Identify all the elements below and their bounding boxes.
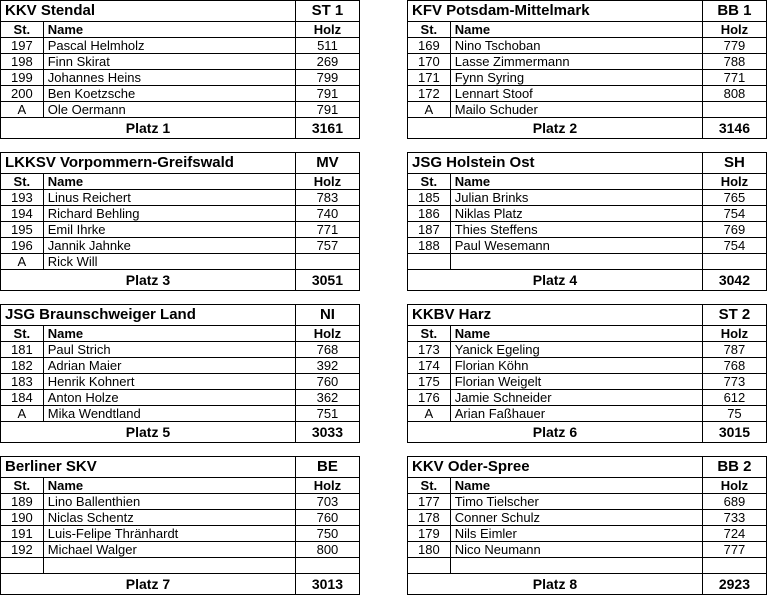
holz-score: 740 bbox=[295, 206, 359, 222]
table-row bbox=[408, 206, 767, 222]
start-number: 192 bbox=[1, 542, 44, 558]
holz-score: 751 bbox=[295, 406, 359, 422]
team-code: BB 2 bbox=[702, 457, 766, 478]
table-row bbox=[408, 494, 767, 510]
team-total: 3051 bbox=[295, 270, 359, 291]
col-header-name: Name bbox=[43, 22, 295, 38]
player-name: Jannik Jahnke bbox=[43, 238, 295, 254]
col-header-name: Name bbox=[450, 22, 702, 38]
start-number: 196 bbox=[1, 238, 44, 254]
player-name bbox=[450, 558, 702, 574]
team-total-row bbox=[1, 422, 360, 443]
start-number: 198 bbox=[1, 54, 44, 70]
team-code: ST 2 bbox=[702, 305, 766, 326]
team-place: Platz 8 bbox=[408, 574, 703, 595]
holz-score: 765 bbox=[702, 190, 766, 206]
team-total: 3033 bbox=[295, 422, 359, 443]
start-number bbox=[1, 558, 44, 574]
team-header-row bbox=[1, 305, 360, 326]
table-row bbox=[1, 70, 360, 86]
column-header-row bbox=[1, 22, 360, 38]
start-number: A bbox=[1, 406, 44, 422]
table-row bbox=[1, 54, 360, 70]
team-header-row bbox=[408, 1, 767, 22]
col-header-st: St. bbox=[408, 22, 451, 38]
column-header-row bbox=[408, 174, 767, 190]
player-name: Nils Eimler bbox=[450, 526, 702, 542]
start-number: 186 bbox=[408, 206, 451, 222]
player-name: Lennart Stoof bbox=[450, 86, 702, 102]
player-name: Florian Köhn bbox=[450, 358, 702, 374]
team-name: LKKSV Vorpommern-Greifswald bbox=[1, 153, 296, 174]
player-name: Emil Ihrke bbox=[43, 222, 295, 238]
player-name: Yanick Egeling bbox=[450, 342, 702, 358]
team-name: KKV Stendal bbox=[1, 1, 296, 22]
start-number: 181 bbox=[1, 342, 44, 358]
team-place: Platz 6 bbox=[408, 422, 703, 443]
table-row bbox=[1, 358, 360, 374]
table-row bbox=[408, 190, 767, 206]
holz-score: 777 bbox=[702, 542, 766, 558]
start-number: 187 bbox=[408, 222, 451, 238]
start-number: 195 bbox=[1, 222, 44, 238]
table-row bbox=[408, 358, 767, 374]
table-row bbox=[408, 54, 767, 70]
start-number: A bbox=[1, 102, 44, 118]
holz-score: 754 bbox=[702, 238, 766, 254]
column-header-row bbox=[1, 326, 360, 342]
team-total: 3013 bbox=[295, 574, 359, 595]
team-total-row bbox=[408, 118, 767, 139]
player-name: Niklas Platz bbox=[450, 206, 702, 222]
holz-score bbox=[295, 254, 359, 270]
start-number: 193 bbox=[1, 190, 44, 206]
holz-score: 791 bbox=[295, 86, 359, 102]
team-total: 3161 bbox=[295, 118, 359, 139]
team-table bbox=[407, 152, 767, 291]
table-row bbox=[408, 70, 767, 86]
start-number bbox=[408, 558, 451, 574]
start-number: 177 bbox=[408, 494, 451, 510]
table-row bbox=[1, 494, 360, 510]
start-number: 185 bbox=[408, 190, 451, 206]
table-row bbox=[1, 254, 360, 270]
holz-score: 768 bbox=[295, 342, 359, 358]
column-header-row bbox=[1, 478, 360, 494]
holz-score: 392 bbox=[295, 358, 359, 374]
holz-score: 779 bbox=[702, 38, 766, 54]
holz-score: 773 bbox=[702, 374, 766, 390]
start-number: 199 bbox=[1, 70, 44, 86]
table-row bbox=[1, 38, 360, 54]
table-row bbox=[1, 102, 360, 118]
player-name: Pascal Helmholz bbox=[43, 38, 295, 54]
table-row bbox=[1, 390, 360, 406]
col-header-holz: Holz bbox=[295, 478, 359, 494]
start-number: A bbox=[408, 102, 451, 118]
table-row bbox=[1, 206, 360, 222]
team-name: KKBV Harz bbox=[408, 305, 703, 326]
start-number: 175 bbox=[408, 374, 451, 390]
player-name: Richard Behling bbox=[43, 206, 295, 222]
holz-score: 799 bbox=[295, 70, 359, 86]
start-number: 188 bbox=[408, 238, 451, 254]
holz-score: 724 bbox=[702, 526, 766, 542]
player-name: Mailo Schuder bbox=[450, 102, 702, 118]
team-place: Platz 4 bbox=[408, 270, 703, 291]
player-name: Adrian Maier bbox=[43, 358, 295, 374]
col-header-name: Name bbox=[450, 174, 702, 190]
holz-score: 754 bbox=[702, 206, 766, 222]
team-table bbox=[407, 304, 767, 443]
team-header-row bbox=[1, 153, 360, 174]
results-table bbox=[0, 0, 360, 139]
col-header-st: St. bbox=[1, 326, 44, 342]
col-header-holz: Holz bbox=[702, 326, 766, 342]
team-name: KKV Oder-Spree bbox=[408, 457, 703, 478]
table-row bbox=[1, 526, 360, 542]
start-number: 191 bbox=[1, 526, 44, 542]
player-name: Paul Strich bbox=[43, 342, 295, 358]
start-number: A bbox=[408, 406, 451, 422]
table-row bbox=[408, 222, 767, 238]
player-name: Niclas Schentz bbox=[43, 510, 295, 526]
player-name: Nico Neumann bbox=[450, 542, 702, 558]
team-table bbox=[407, 0, 767, 139]
holz-score: 800 bbox=[295, 542, 359, 558]
table-row bbox=[1, 342, 360, 358]
player-name: Conner Schulz bbox=[450, 510, 702, 526]
holz-score: 771 bbox=[702, 70, 766, 86]
player-name: Henrik Kohnert bbox=[43, 374, 295, 390]
team-place: Platz 5 bbox=[1, 422, 296, 443]
holz-score: 750 bbox=[295, 526, 359, 542]
holz-score: 783 bbox=[295, 190, 359, 206]
holz-score: 788 bbox=[702, 54, 766, 70]
player-name: Ole Oermann bbox=[43, 102, 295, 118]
table-row bbox=[408, 542, 767, 558]
start-number: 171 bbox=[408, 70, 451, 86]
holz-score bbox=[702, 254, 766, 270]
player-name: Fynn Syring bbox=[450, 70, 702, 86]
player-name: Finn Skirat bbox=[43, 54, 295, 70]
holz-score: 362 bbox=[295, 390, 359, 406]
player-name: Florian Weigelt bbox=[450, 374, 702, 390]
holz-score: 75 bbox=[702, 406, 766, 422]
table-row bbox=[408, 342, 767, 358]
col-header-name: Name bbox=[450, 478, 702, 494]
team-total: 3146 bbox=[702, 118, 766, 139]
team-table bbox=[0, 0, 360, 139]
start-number: 174 bbox=[408, 358, 451, 374]
holz-score: 703 bbox=[295, 494, 359, 510]
team-total-row bbox=[1, 118, 360, 139]
column-header-row bbox=[408, 326, 767, 342]
team-total-row bbox=[408, 270, 767, 291]
holz-score: 269 bbox=[295, 54, 359, 70]
table-row bbox=[1, 542, 360, 558]
table-row bbox=[408, 254, 767, 270]
holz-score: 787 bbox=[702, 342, 766, 358]
col-header-holz: Holz bbox=[295, 326, 359, 342]
team-total: 3015 bbox=[702, 422, 766, 443]
table-row bbox=[408, 510, 767, 526]
table-row bbox=[408, 38, 767, 54]
team-table bbox=[0, 456, 360, 595]
start-number: 194 bbox=[1, 206, 44, 222]
table-row bbox=[408, 374, 767, 390]
player-name: Rick Will bbox=[43, 254, 295, 270]
player-name: Nino Tschoban bbox=[450, 38, 702, 54]
team-table bbox=[407, 456, 767, 595]
team-name: KFV Potsdam-Mittelmark bbox=[408, 1, 703, 22]
table-row bbox=[1, 222, 360, 238]
column-header-row bbox=[408, 478, 767, 494]
team-name: JSG Holstein Ost bbox=[408, 153, 703, 174]
player-name: Ben Koetzsche bbox=[43, 86, 295, 102]
col-header-name: Name bbox=[43, 174, 295, 190]
player-name: Jamie Schneider bbox=[450, 390, 702, 406]
team-code: MV bbox=[295, 153, 359, 174]
holz-score bbox=[702, 558, 766, 574]
holz-score: 791 bbox=[295, 102, 359, 118]
team-code: ST 1 bbox=[295, 1, 359, 22]
holz-score bbox=[702, 102, 766, 118]
table-row bbox=[408, 390, 767, 406]
player-name: Anton Holze bbox=[43, 390, 295, 406]
player-name: Johannes Heins bbox=[43, 70, 295, 86]
team-place: Platz 3 bbox=[1, 270, 296, 291]
player-name: Linus Reichert bbox=[43, 190, 295, 206]
table-row bbox=[1, 190, 360, 206]
team-header-row bbox=[1, 1, 360, 22]
team-place: Platz 7 bbox=[1, 574, 296, 595]
team-total-row bbox=[1, 270, 360, 291]
player-name: Michael Walger bbox=[43, 542, 295, 558]
column-header-row bbox=[1, 174, 360, 190]
col-header-st: St. bbox=[1, 174, 44, 190]
team-table bbox=[0, 152, 360, 291]
team-header-row bbox=[408, 457, 767, 478]
team-total-row bbox=[408, 574, 767, 595]
table-row bbox=[1, 238, 360, 254]
table-row bbox=[408, 102, 767, 118]
col-header-st: St. bbox=[408, 478, 451, 494]
column-header-row bbox=[408, 22, 767, 38]
player-name: Paul Wesemann bbox=[450, 238, 702, 254]
player-name: Julian Brinks bbox=[450, 190, 702, 206]
table-row bbox=[408, 558, 767, 574]
col-header-name: Name bbox=[43, 326, 295, 342]
start-number: 200 bbox=[1, 86, 44, 102]
col-header-st: St. bbox=[1, 22, 44, 38]
start-number bbox=[408, 254, 451, 270]
team-total-row bbox=[1, 574, 360, 595]
holz-score: 757 bbox=[295, 238, 359, 254]
results-table bbox=[407, 304, 767, 443]
col-header-name: Name bbox=[43, 478, 295, 494]
start-number: 172 bbox=[408, 86, 451, 102]
team-total-row bbox=[408, 422, 767, 443]
start-number: 173 bbox=[408, 342, 451, 358]
team-header-row bbox=[1, 457, 360, 478]
start-number: 190 bbox=[1, 510, 44, 526]
holz-score: 511 bbox=[295, 38, 359, 54]
team-code: NI bbox=[295, 305, 359, 326]
start-number: 183 bbox=[1, 374, 44, 390]
holz-score: 760 bbox=[295, 374, 359, 390]
team-code: BB 1 bbox=[702, 1, 766, 22]
holz-score: 808 bbox=[702, 86, 766, 102]
holz-score: 733 bbox=[702, 510, 766, 526]
player-name bbox=[450, 254, 702, 270]
team-code: BE bbox=[295, 457, 359, 478]
table-row bbox=[408, 526, 767, 542]
team-place: Platz 1 bbox=[1, 118, 296, 139]
team-total: 2923 bbox=[702, 574, 766, 595]
player-name: Arian Faßhauer bbox=[450, 406, 702, 422]
player-name: Lino Ballenthien bbox=[43, 494, 295, 510]
holz-score: 768 bbox=[702, 358, 766, 374]
team-place: Platz 2 bbox=[408, 118, 703, 139]
results-table bbox=[407, 456, 767, 595]
table-row bbox=[408, 406, 767, 422]
team-code: SH bbox=[702, 153, 766, 174]
player-name: Thies Steffens bbox=[450, 222, 702, 238]
table-row bbox=[1, 558, 360, 574]
team-header-row bbox=[408, 153, 767, 174]
player-name: Mika Wendtland bbox=[43, 406, 295, 422]
col-header-holz: Holz bbox=[295, 174, 359, 190]
start-number: 189 bbox=[1, 494, 44, 510]
col-header-holz: Holz bbox=[702, 478, 766, 494]
team-total: 3042 bbox=[702, 270, 766, 291]
holz-score: 760 bbox=[295, 510, 359, 526]
results-table bbox=[0, 152, 360, 291]
start-number: 170 bbox=[408, 54, 451, 70]
start-number: 182 bbox=[1, 358, 44, 374]
results-table bbox=[407, 0, 767, 139]
holz-score: 689 bbox=[702, 494, 766, 510]
holz-score: 769 bbox=[702, 222, 766, 238]
player-name: Lasse Zimmermann bbox=[450, 54, 702, 70]
table-row bbox=[408, 238, 767, 254]
start-number: 178 bbox=[408, 510, 451, 526]
start-number: 169 bbox=[408, 38, 451, 54]
col-header-holz: Holz bbox=[702, 22, 766, 38]
holz-score: 771 bbox=[295, 222, 359, 238]
col-header-holz: Holz bbox=[295, 22, 359, 38]
team-name: JSG Braunschweiger Land bbox=[1, 305, 296, 326]
start-number: A bbox=[1, 254, 44, 270]
col-header-name: Name bbox=[450, 326, 702, 342]
col-header-holz: Holz bbox=[702, 174, 766, 190]
start-number: 184 bbox=[1, 390, 44, 406]
col-header-st: St. bbox=[408, 174, 451, 190]
results-table bbox=[0, 456, 360, 595]
player-name: Luis-Felipe Thränhardt bbox=[43, 526, 295, 542]
col-header-st: St. bbox=[1, 478, 44, 494]
table-row bbox=[1, 86, 360, 102]
table-row bbox=[1, 374, 360, 390]
table-row bbox=[1, 510, 360, 526]
player-name bbox=[43, 558, 295, 574]
table-row bbox=[1, 406, 360, 422]
holz-score: 612 bbox=[702, 390, 766, 406]
start-number: 197 bbox=[1, 38, 44, 54]
results-table bbox=[0, 304, 360, 443]
team-name: Berliner SKV bbox=[1, 457, 296, 478]
team-table bbox=[0, 304, 360, 443]
col-header-st: St. bbox=[408, 326, 451, 342]
results-table bbox=[407, 152, 767, 291]
holz-score bbox=[295, 558, 359, 574]
start-number: 179 bbox=[408, 526, 451, 542]
start-number: 180 bbox=[408, 542, 451, 558]
team-header-row bbox=[408, 305, 767, 326]
player-name: Timo Tielscher bbox=[450, 494, 702, 510]
table-row bbox=[408, 86, 767, 102]
start-number: 176 bbox=[408, 390, 451, 406]
